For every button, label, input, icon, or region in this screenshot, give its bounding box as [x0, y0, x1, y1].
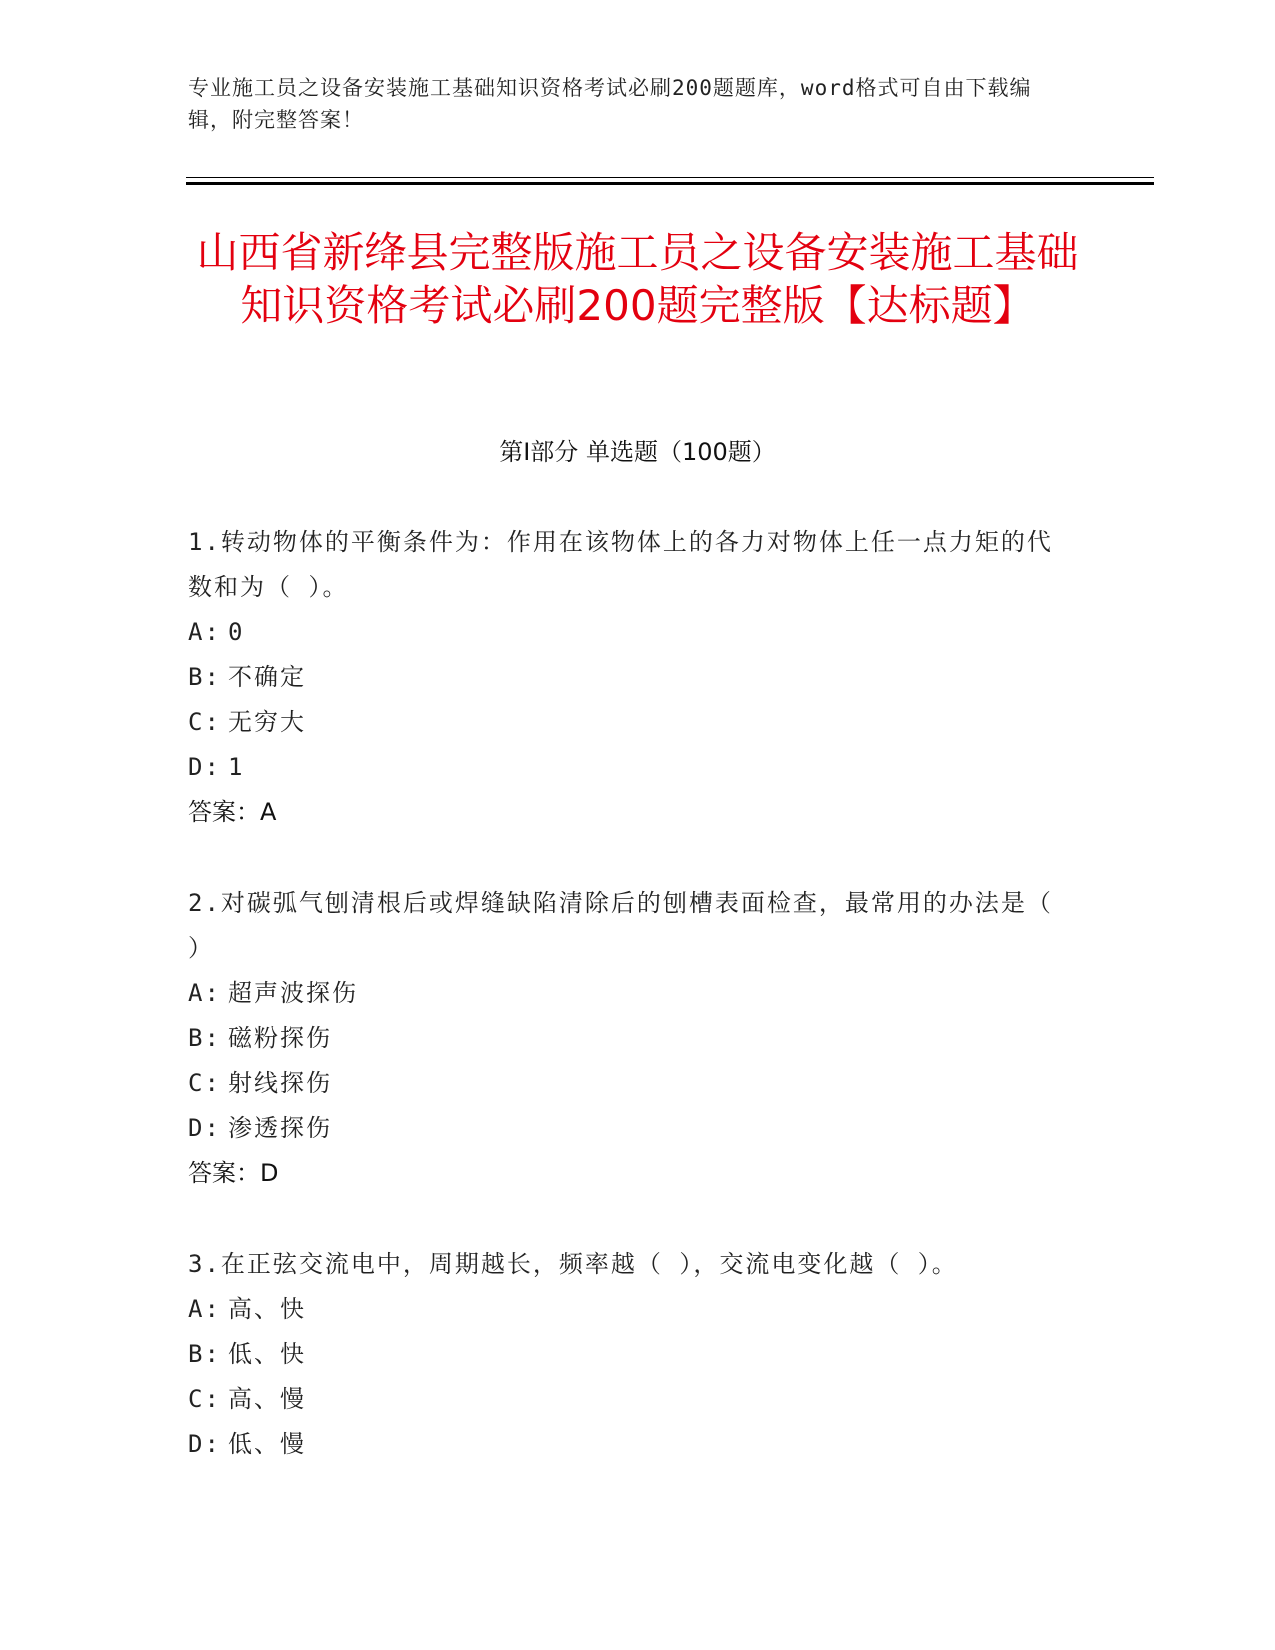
option-a: [188, 610, 1068, 655]
option-label: A:: [188, 1295, 221, 1323]
option-text: 无穷大: [228, 708, 306, 736]
answer-line: 答案：D: [188, 1159, 279, 1187]
option-c: [188, 1061, 1068, 1106]
option-d: [188, 1106, 1068, 1151]
option-b: [188, 655, 1068, 700]
option-text: 射线探伤: [228, 1069, 332, 1097]
option-label: C:: [188, 1385, 221, 1413]
option-text: 0: [228, 618, 245, 646]
option-text: 1: [228, 753, 245, 781]
option-text: 不确定: [228, 663, 306, 691]
option-text: 磁粉探伤: [228, 1024, 332, 1052]
document-title: 山西省新绛县完整版施工员之设备安装施工基础知识资格考试必刷200题完整版【达标题】: [196, 228, 1079, 330]
option-d: [188, 1422, 1068, 1467]
option-text: 渗透探伤: [228, 1114, 332, 1142]
option-a: [188, 1287, 1068, 1332]
option-label: B:: [188, 663, 221, 691]
option-text: 超声波探伤: [228, 979, 358, 1007]
option-a: [188, 971, 1068, 1016]
question-1: [188, 520, 1068, 835]
option-c: [188, 700, 1068, 745]
option-b: [188, 1332, 1068, 1377]
option-text: 低、快: [228, 1340, 306, 1368]
option-d: [188, 745, 1068, 790]
option-c: [188, 1377, 1068, 1422]
question-2: [188, 881, 1068, 1196]
question-stem: 3.在正弦交流电中，周期越长，频率越（ ），交流电变化越（ ）。: [188, 1250, 958, 1278]
option-b: [188, 1016, 1068, 1061]
option-label: D:: [188, 753, 221, 781]
answer-line: 答案：A: [188, 798, 277, 826]
option-label: D:: [188, 1114, 221, 1142]
option-text: 高、慢: [228, 1385, 306, 1413]
option-label: B:: [188, 1340, 221, 1368]
header-divider-thin: [186, 177, 1154, 178]
section-heading: 第I部分 单选题（100题）: [499, 438, 776, 466]
option-label: A:: [188, 618, 221, 646]
question-3: [188, 1242, 1068, 1467]
question-stem: 2.对碳弧气刨清根后或焊缝缺陷清除后的刨槽表面检查，最常用的办法是（ ）: [188, 889, 1053, 962]
option-text: 低、慢: [228, 1430, 306, 1458]
option-label: C:: [188, 708, 221, 736]
option-label: A:: [188, 979, 221, 1007]
option-label: C:: [188, 1069, 221, 1097]
option-label: D:: [188, 1430, 221, 1458]
header-divider-thick: [186, 182, 1154, 185]
option-label: B:: [188, 1024, 221, 1052]
question-stem: 1.转动物体的平衡条件为：作用在该物体上的各力对物体上任一点力矩的代数和为（ ）。: [188, 528, 1053, 601]
header-note: 专业施工员之设备安装施工基础知识资格考试必刷200题题库，word格式可自由下载编辑，附完整答案！: [188, 76, 1032, 132]
option-text: 高、快: [228, 1295, 306, 1323]
